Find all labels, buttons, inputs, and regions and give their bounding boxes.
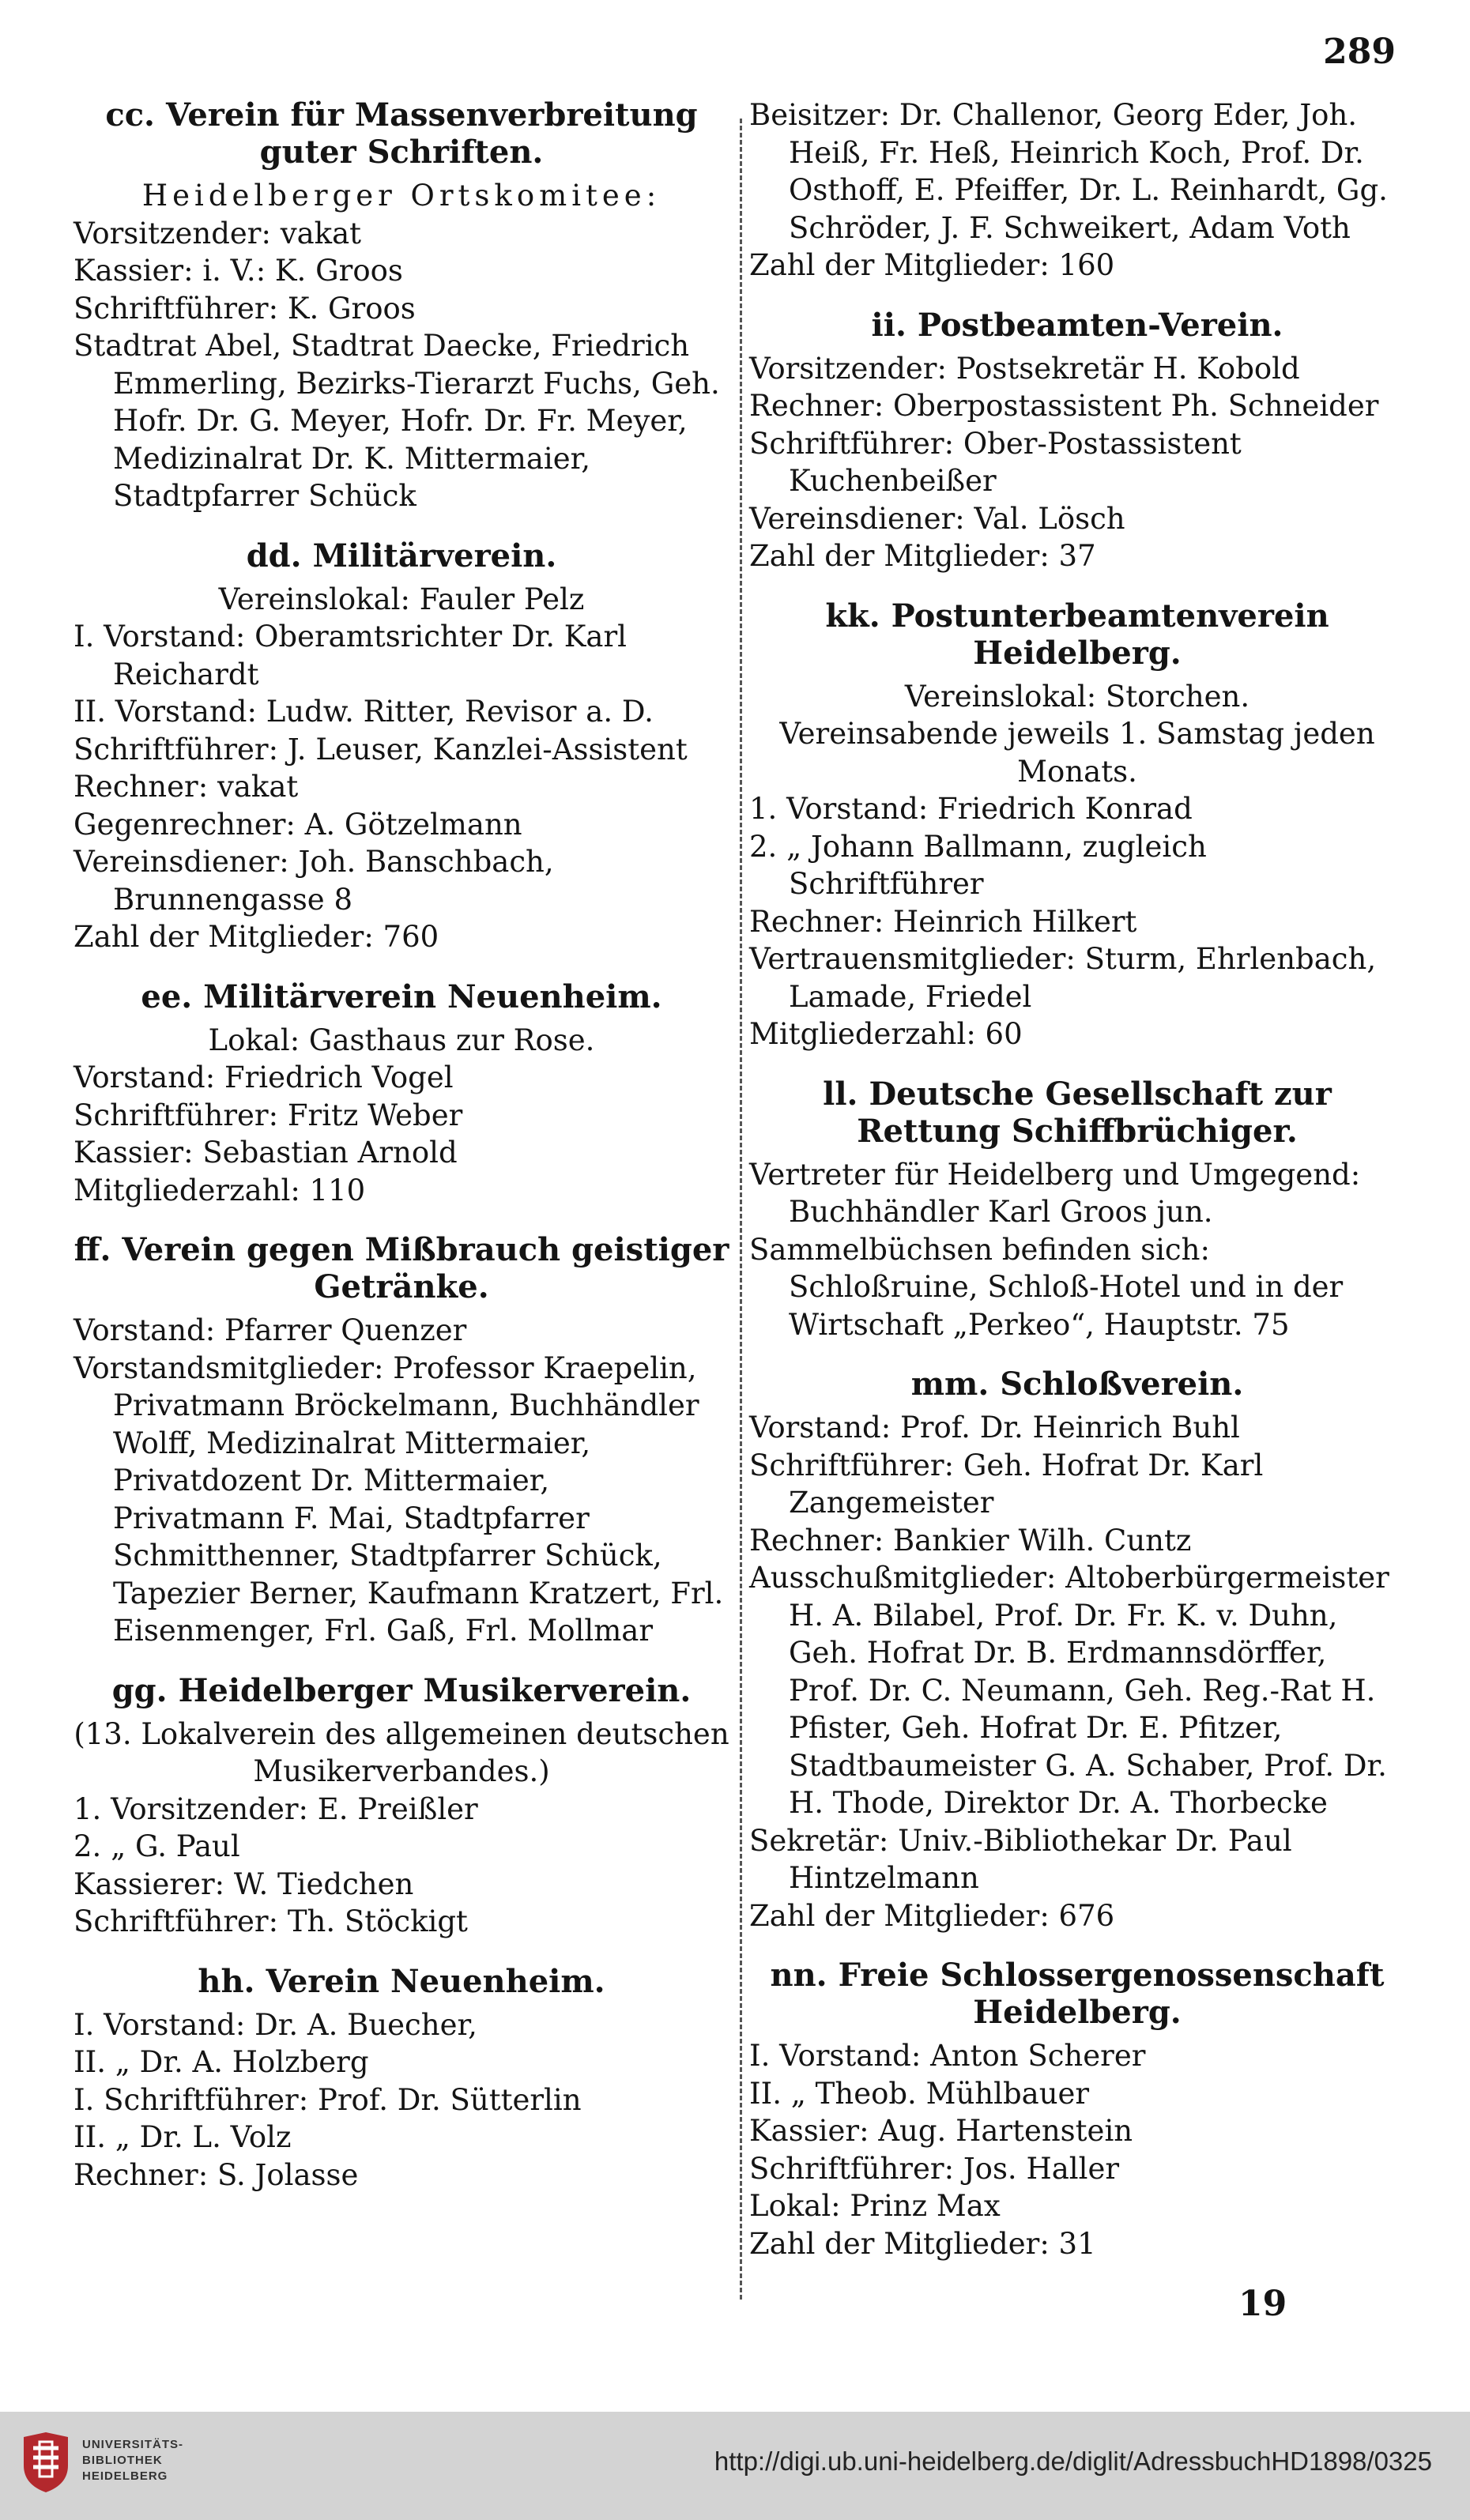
entry-line: Lokal: Gasthaus zur Rose. [208, 1023, 595, 1057]
section-title: Schloßverein. [1000, 1365, 1244, 1403]
entry-line: Schriftführer: Fritz Weber [74, 1098, 463, 1132]
entry-line: I. Vorstand: Oberamtsrichter Dr. Karl Reichardt [74, 620, 628, 691]
library-seal-icon [17, 2431, 74, 2494]
column-divider [740, 119, 742, 2300]
section-heading [749, 1957, 1405, 2031]
section-title: Freie Schlossergenossenschaft Heidelberg. [838, 1957, 1385, 2031]
entry-line: Zahl der Mitglieder: 760 [74, 920, 439, 954]
entry-line: II. Vorstand: Ludw. Ritter, Revisor a. D. [74, 695, 654, 729]
entry-line: 2. „ G. Paul [74, 1829, 240, 1863]
section-ll [749, 1075, 1405, 1344]
section-title: Heidelberger Musikerverein. [178, 1671, 692, 1709]
section-ee [74, 978, 729, 1210]
entry-line: Rechner: Bankier Wilh. Cuntz [749, 1523, 1192, 1558]
section-heading [74, 978, 729, 1015]
entry-line: Ausschußmitglieder: Altoberbürgermeister H. A. Bilabel, Prof. Dr. Fr. K. v. Duhn, Geh. Hofrat Dr. B. Erdmannsdörffer, Prof. Dr. C. Neumann, Geh. Reg.-Rat H. Pfister, Geh. Hofrat Dr. E. Pfitzer, Stadtbaumeister G. A. Schaber, Prof. Dr. H. Thode, Direktor Dr. A. Thorbecke [749, 1561, 1389, 1820]
section-heading [749, 1075, 1405, 1150]
entry-line: Rechner: Heinrich Hilkert [749, 904, 1137, 939]
entry-line: Beisitzer: Dr. Challenor, Georg Eder, Joh. Heiß, Fr. Heß, Heinrich Koch, Prof. Dr. Osthoff, E. Pfeiffer, Dr. L. Reinhardt, Gg. Schröder, J. F. Schweikert, Adam Voth [749, 98, 1388, 245]
section-mark: ee. [141, 977, 193, 1015]
section-title: Militärverein. [312, 537, 557, 574]
section-mm [749, 1365, 1405, 1934]
entry-line: Kassierer: W. Tiedchen [74, 1866, 414, 1901]
library-logo[interactable] [17, 2429, 184, 2500]
section-mark: nn. [770, 1957, 827, 1994]
entry-line: Schriftführer: Geh. Hofrat Dr. Karl Zangemeister [749, 1448, 1264, 1520]
section-mark: ll. [823, 1075, 858, 1113]
left-column [74, 96, 729, 2194]
section-heading [74, 1963, 729, 2000]
entry-line: Vorsitzender: vakat [74, 216, 362, 250]
section-title: Militärverein Neuenheim. [203, 977, 662, 1015]
entry-line: II. „ Dr. A. Holzberg [74, 2045, 369, 2079]
right-column [749, 96, 1405, 2262]
entry-line: Zahl der Mitglieder: 676 [749, 1898, 1115, 1933]
entry-line: Vorstand: Friedrich Vogel [74, 1060, 454, 1094]
section-hh [74, 1963, 729, 2194]
entry-line: Sekretär: Univ.-Bibliothekar Dr. Paul Hintzelmann [749, 1823, 1292, 1895]
entry-line: Sammelbüchsen befinden sich: Schloßruine, Schloß-Hotel und in der Wirtschaft „Perkeo“, Hauptstr. 75 [749, 1232, 1344, 1342]
entry-line: Vertreter für Heidelberg und Umgegend: Buchhändler Karl Groos jun. [749, 1157, 1361, 1229]
entry-line: Mitgliederzahl: 110 [74, 1173, 366, 1207]
entry-line: Vorstand: Pfarrer Quenzer [74, 1313, 467, 1347]
footer-bar [0, 2412, 1470, 2520]
section-ii [749, 307, 1405, 575]
section-mark: gg. [111, 1671, 168, 1709]
entry-line: Mitgliederzahl: 60 [749, 1017, 1023, 1051]
entry-line: Stadtrat Abel, Stadtrat Daecke, Friedrich Emmerling, Bezirks-Tierarzt Fuchs, Geh. Hofr. Dr. G. Meyer, Hofr. Dr. Fr. Meyer, Medizinalrat Dr. K. Mittermaier, Stadtpfarrer Schück [74, 329, 720, 513]
entry-line: Zahl der Mitglieder: 31 [749, 2226, 1096, 2261]
entry-line: Vereinsdiener: Val. Lösch [749, 501, 1125, 536]
section-heading [74, 537, 729, 574]
section-continued [749, 96, 1405, 284]
section-cc [74, 96, 729, 515]
section-title: Deutsche Gesellschaft zur Rettung Schiffbrüchiger. [857, 1075, 1332, 1150]
source-url-link[interactable]: http://digi.ub.uni-heidelberg.de/diglit/AdressbuchHD1898/0325 [714, 2447, 1432, 2476]
entry-line: Vereinsdiener: Joh. Banschbach, Brunnengasse 8 [74, 845, 554, 917]
section-heading [749, 1365, 1405, 1403]
entry-line: Rechner: S. Jolasse [74, 2157, 359, 2192]
section-mark: mm. [910, 1365, 989, 1403]
section-kk [749, 597, 1405, 1053]
section-nn [749, 1957, 1405, 2262]
entry-line: Kassier: Sebastian Arnold [74, 1136, 458, 1170]
section-mark: ff. [74, 1231, 111, 1268]
entry-line: (13. Lokalverein des allgemeinen deutschen Musikerverbandes.) [74, 1716, 729, 1788]
entry-line: Schriftführer: Th. Stöckigt [74, 1904, 468, 1938]
entry-line: Schriftführer: K. Groos [74, 291, 416, 326]
entry-line: Gegenrechner: A. Götzelmann [74, 807, 522, 842]
entry-line: I. Schriftführer: Prof. Dr. Sütterlin [74, 2082, 582, 2117]
section-title: Postunterbeamtenverein Heidelberg. [891, 597, 1329, 672]
section-mark: dd. [246, 537, 302, 574]
page-number: 289 [1323, 32, 1396, 72]
section-heading [74, 1231, 729, 1305]
section-mark: hh. [198, 1962, 255, 2000]
library-logo-text: UNIVERSITÄTS- BIBLIOTHEK HEIDELBERG [82, 2438, 184, 2483]
section-heading [749, 307, 1405, 344]
entry-line: Rechner: vakat [74, 770, 299, 804]
section-gg [74, 1672, 729, 1941]
entry-line: II. „ Dr. L. Volz [74, 2120, 292, 2154]
section-heading [74, 1672, 729, 1709]
entry-line: Vorstandsmitglieder: Professor Kraepelin, Privatmann Bröckelmann, Buchhändler Wolff, Medizinalrat Mittermaier, Privatdozent Dr. Mittermaier, Privatmann F. Mai, Stadtpfarrer Schmitthenner, Stadtpfarrer Schück, Tapezier Berner, Kaufmann Kratzert, Frl. Eisenmenger, Frl. Gaß, Frl. Mollmar [74, 1350, 724, 1648]
entry-line: Schriftführer: Jos. Haller [749, 2151, 1120, 2186]
entry-line: Vereinslokal: Fauler Pelz [218, 582, 585, 616]
entry-line: I. Vorstand: Dr. A. Buecher, [74, 2007, 477, 2042]
entry-line: II. „ Theob. Mühlbauer [749, 2076, 1090, 2111]
entry-line: Kassier: i. V.: K. Groos [74, 254, 403, 288]
entry-line: 1. Vorsitzender: E. Preißler [74, 1791, 478, 1826]
entry-line: Vorsitzender: Postsekretär H. Kobold [749, 351, 1300, 386]
entry-line: Zahl der Mitglieder: 37 [749, 539, 1096, 573]
entry-line: 1. Vorstand: Friedrich Konrad [749, 792, 1193, 826]
section-title: Verein für Massenverbreitung guter Schriften. [165, 96, 698, 171]
entry-line: Schriftführer: Ober-Postassistent Kuchenbeißer [749, 426, 1242, 498]
entry-line: Vorstand: Prof. Dr. Heinrich Buhl [749, 1411, 1240, 1445]
footer-page-number: 19 [1238, 2284, 1287, 2324]
entry-line: 2. „ Johann Ballmann, zugleich Schriftführer [749, 829, 1207, 901]
section-mark: cc. [105, 96, 155, 134]
section-title: Postbeamten-Verein. [917, 306, 1283, 344]
entry-line: Rechner: Oberpostassistent Ph. Schneider [749, 389, 1379, 423]
entry-line: Vereinsabende jeweils 1. Samstag jeden Monats. [779, 717, 1375, 789]
entry-line: Zahl der Mitglieder: 160 [749, 248, 1115, 282]
section-mark: kk. [825, 597, 880, 635]
section-title: Verein Neuenheim. [266, 1962, 605, 2000]
entry-line: Vertrauensmitglieder: Sturm, Ehrlenbach, Lamade, Friedel [749, 942, 1377, 1014]
section-title: Verein gegen Mißbrauch geistiger Getränke. [122, 1231, 729, 1305]
entry-line: Vereinslokal: Storchen. [904, 679, 1250, 714]
entry-line: I. Vorstand: Anton Scherer [749, 2039, 1146, 2073]
entry-line: Lokal: Prinz Max [749, 2189, 1001, 2223]
section-heading [74, 96, 729, 171]
section-ff [74, 1231, 729, 1650]
entry-line: Schriftführer: J. Leuser, Kanzlei-Assistent [74, 732, 688, 767]
section-mark: ii. [871, 306, 906, 344]
section-heading [749, 597, 1405, 672]
section-dd [74, 537, 729, 956]
entry-line: Heidelberger Ortskomitee: [141, 179, 662, 213]
entry-line: Kassier: Aug. Hartenstein [749, 2114, 1133, 2148]
